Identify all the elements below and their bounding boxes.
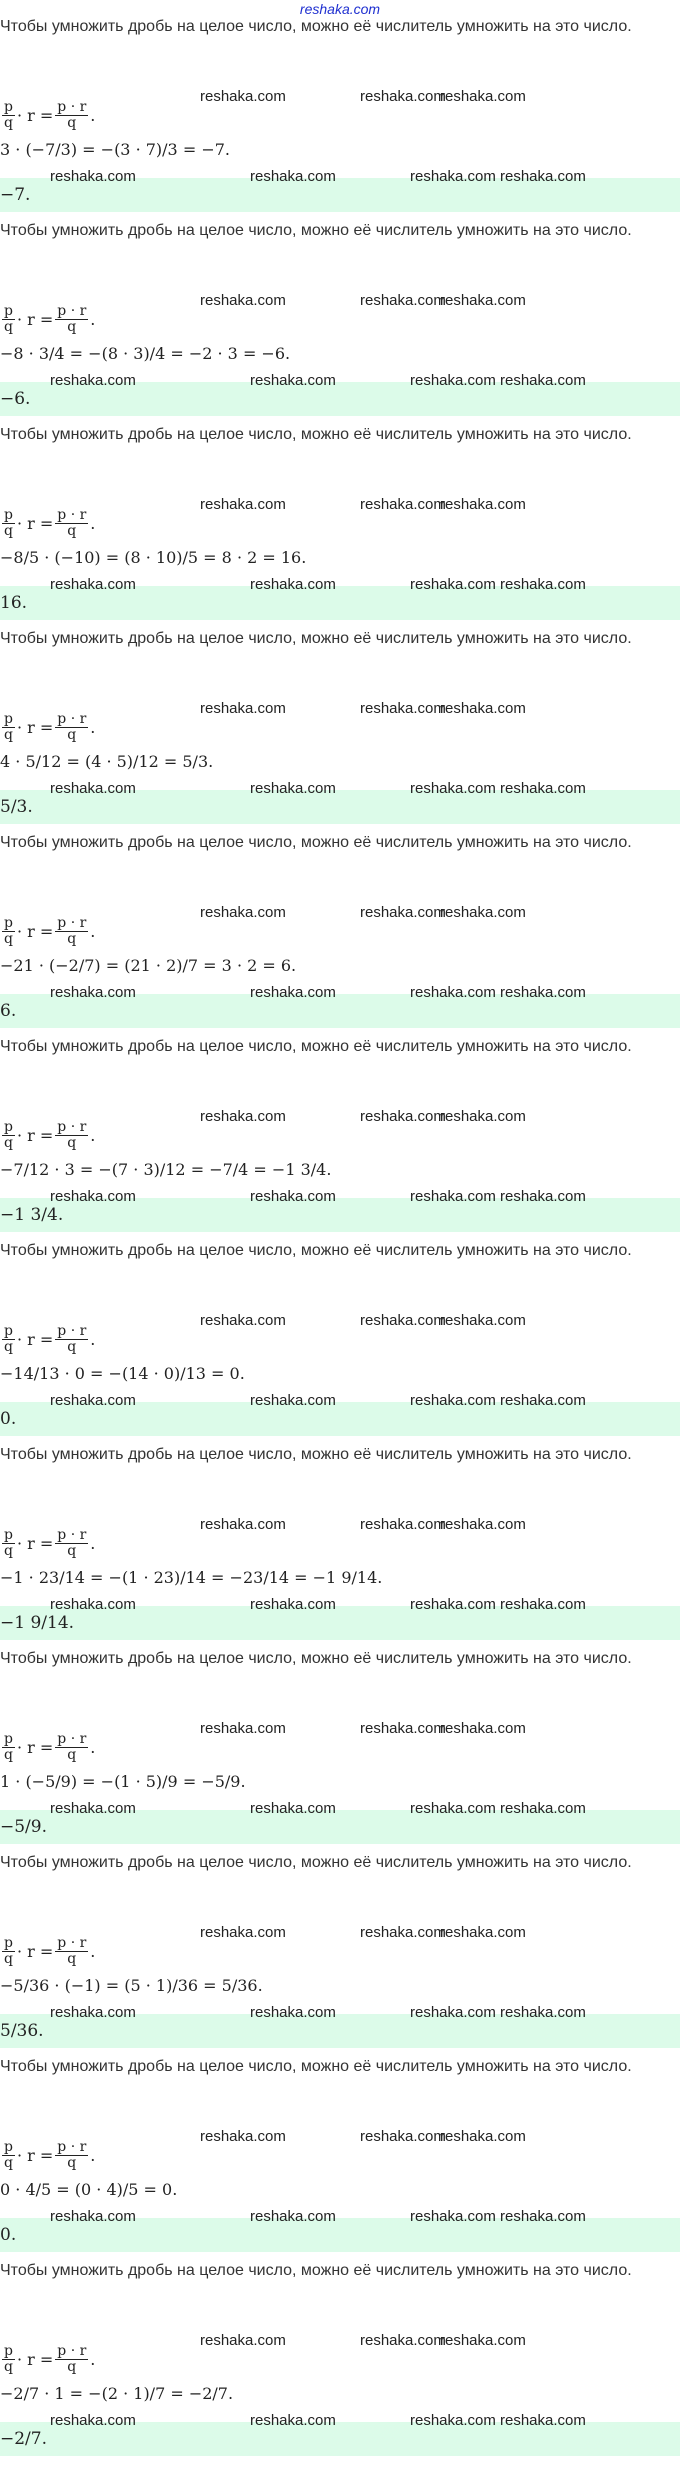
rule-formula: p q · r = $\frac{p \cdot r}{q}$ . bbox=[4, 1119, 96, 1151]
rule-text: Чтобы умножить дробь на целое число, можно её числитель умножить на это число. bbox=[0, 2262, 632, 2279]
watermark: reshaka.com bbox=[360, 1516, 446, 1533]
watermark: reshaka.com bbox=[500, 780, 586, 797]
answer-text: −5/9. bbox=[0, 1817, 48, 1837]
solution-section bbox=[0, 1436, 680, 1640]
watermark: reshaka.com bbox=[200, 1312, 286, 1329]
watermark: reshaka.com bbox=[360, 292, 446, 309]
watermark: reshaka.com bbox=[440, 700, 526, 717]
watermark: reshaka.com bbox=[250, 2412, 336, 2429]
rule-formula: p q · r = $\frac{p \cdot r}{q}$ . bbox=[4, 2343, 96, 2375]
watermark: reshaka.com bbox=[360, 1720, 446, 1737]
answer-text: 0. bbox=[0, 1409, 17, 1429]
watermark: reshaka.com bbox=[410, 984, 496, 1001]
watermark: reshaka.com bbox=[50, 576, 136, 593]
watermark: reshaka.com bbox=[500, 168, 586, 185]
solution-section bbox=[0, 8, 680, 212]
watermark: reshaka.com bbox=[50, 2004, 136, 2021]
rule-formula: p q · r = $\frac{p \cdot r}{q}$ . bbox=[4, 915, 96, 947]
rule-text: Чтобы умножить дробь на целое число, можно её числитель умножить на это число. bbox=[0, 1650, 632, 1667]
calculation-line: −2/7 · 1 = −(2 · 1)/7 = −2/7. bbox=[0, 2384, 234, 2403]
answer-text: −6. bbox=[0, 389, 31, 409]
calculation-line: −7/12 · 3 = −(7 · 3)/12 = −7/4 = −1 3/4. bbox=[0, 1160, 332, 1179]
solution-section bbox=[0, 824, 680, 1028]
rule-formula: p q · r = $\frac{p \cdot r}{q}$ . bbox=[4, 507, 96, 539]
watermark: reshaka.com bbox=[250, 2208, 336, 2225]
watermark: reshaka.com bbox=[250, 372, 336, 389]
watermark: reshaka.com bbox=[50, 168, 136, 185]
rule-text: Чтобы умножить дробь на целое число, можно её числитель умножить на это число. bbox=[0, 1854, 632, 1871]
watermark: reshaka.com bbox=[410, 1188, 496, 1205]
rule-text: Чтобы умножить дробь на целое число, можно её числитель умножить на это число. bbox=[0, 1446, 632, 1463]
watermark: reshaka.com bbox=[200, 2332, 286, 2349]
watermark: reshaka.com bbox=[440, 2128, 526, 2145]
watermark: reshaka.com bbox=[440, 1108, 526, 1125]
watermark: reshaka.com bbox=[410, 780, 496, 797]
calculation-line: 3 · (−7/3) = −(3 · 7)/3 = −7. bbox=[0, 140, 230, 159]
watermark: reshaka.com bbox=[50, 984, 136, 1001]
watermark: reshaka.com bbox=[500, 1392, 586, 1409]
watermark: reshaka.com bbox=[500, 1596, 586, 1613]
watermark: reshaka.com bbox=[360, 88, 446, 105]
watermark: reshaka.com bbox=[410, 2004, 496, 2021]
watermark: reshaka.com bbox=[440, 1924, 526, 1941]
answer-text: 0. bbox=[0, 2225, 17, 2245]
answer-text: −1 3/4. bbox=[0, 1205, 64, 1225]
watermark: reshaka.com bbox=[50, 2208, 136, 2225]
answer-text: −7. bbox=[0, 185, 31, 205]
rule-formula: p q · r = $\frac{p \cdot r}{q}$ . bbox=[4, 99, 96, 131]
watermark: reshaka.com bbox=[440, 496, 526, 513]
rule-formula: p q · r = $\frac{p \cdot r}{q}$ . bbox=[4, 1731, 96, 1763]
site-header-link[interactable]: reshaka.com bbox=[299, 1, 381, 17]
answer-text: 16. bbox=[0, 593, 28, 613]
watermark: reshaka.com bbox=[250, 1392, 336, 1409]
rule-formula: p q · r = $\frac{p \cdot r}{q}$ . bbox=[4, 711, 96, 743]
solution-section bbox=[0, 212, 680, 416]
watermark: reshaka.com bbox=[440, 1312, 526, 1329]
calculation-line: −8/5 · (−10) = (8 · 10)/5 = 8 · 2 = 16. bbox=[0, 548, 307, 567]
watermark: reshaka.com bbox=[360, 2332, 446, 2349]
watermark: reshaka.com bbox=[360, 904, 446, 921]
solution-section bbox=[0, 1028, 680, 1232]
rule-text: Чтобы умножить дробь на целое число, можно её числитель умножить на это число. bbox=[0, 2058, 632, 2075]
watermark: reshaka.com bbox=[200, 1720, 286, 1737]
answer-text: −1 9/14. bbox=[0, 1613, 75, 1633]
watermark: reshaka.com bbox=[410, 576, 496, 593]
solution-section bbox=[0, 1640, 680, 1844]
watermark: reshaka.com bbox=[200, 292, 286, 309]
watermark: reshaka.com bbox=[410, 2412, 496, 2429]
watermark: reshaka.com bbox=[440, 2332, 526, 2349]
watermark: reshaka.com bbox=[50, 372, 136, 389]
watermark: reshaka.com bbox=[50, 1596, 136, 1613]
rule-formula: p q · r = $\frac{p \cdot r}{q}$ . bbox=[4, 1527, 96, 1559]
rule-text: Чтобы умножить дробь на целое число, можно её числитель умножить на это число. bbox=[0, 222, 632, 239]
watermark: reshaka.com bbox=[440, 88, 526, 105]
watermark: reshaka.com bbox=[360, 1924, 446, 1941]
solution-section bbox=[0, 2252, 680, 2456]
rule-formula: p q · r = $\frac{p \cdot r}{q}$ . bbox=[4, 2139, 96, 2171]
watermark: reshaka.com bbox=[500, 2208, 586, 2225]
watermark: reshaka.com bbox=[360, 1108, 446, 1125]
watermark: reshaka.com bbox=[360, 1312, 446, 1329]
watermark: reshaka.com bbox=[50, 780, 136, 797]
watermark: reshaka.com bbox=[500, 2004, 586, 2021]
watermark: reshaka.com bbox=[200, 496, 286, 513]
calculation-line: −14/13 · 0 = −(14 · 0)/13 = 0. bbox=[0, 1364, 245, 1383]
rule-text: Чтобы умножить дробь на целое число, можно её числитель умножить на это число. bbox=[0, 18, 632, 35]
solution-section bbox=[0, 1232, 680, 1436]
watermark: reshaka.com bbox=[250, 1188, 336, 1205]
rule-text: Чтобы умножить дробь на целое число, можно её числитель умножить на это число. bbox=[0, 630, 632, 647]
watermark: reshaka.com bbox=[50, 1800, 136, 1817]
watermark: reshaka.com bbox=[250, 168, 336, 185]
watermark: reshaka.com bbox=[360, 700, 446, 717]
calculation-line: −8 · 3/4 = −(8 · 3)/4 = −2 · 3 = −6. bbox=[0, 344, 291, 363]
watermark: reshaka.com bbox=[50, 1188, 136, 1205]
calculation-line: 0 · 4/5 = (0 · 4)/5 = 0. bbox=[0, 2180, 178, 2199]
watermark: reshaka.com bbox=[200, 1108, 286, 1125]
calculation-line: −5/36 · (−1) = (5 · 1)/36 = 5/36. bbox=[0, 1976, 263, 1995]
watermark: reshaka.com bbox=[440, 1516, 526, 1533]
watermark: reshaka.com bbox=[200, 1516, 286, 1533]
calculation-line: −21 · (−2/7) = (21 · 2)/7 = 3 · 2 = 6. bbox=[0, 956, 297, 975]
calculation-line: 4 · 5/12 = (4 · 5)/12 = 5/3. bbox=[0, 752, 214, 771]
watermark: reshaka.com bbox=[500, 1188, 586, 1205]
watermark: reshaka.com bbox=[410, 168, 496, 185]
calculation-line: −1 · 23/14 = −(1 · 23)/14 = −23/14 = −1 9/14. bbox=[0, 1568, 383, 1587]
watermark: reshaka.com bbox=[50, 1392, 136, 1409]
calculation-line: 1 · (−5/9) = −(1 · 5)/9 = −5/9. bbox=[0, 1772, 246, 1791]
watermark: reshaka.com bbox=[250, 1800, 336, 1817]
watermark: reshaka.com bbox=[200, 700, 286, 717]
rule-text: Чтобы умножить дробь на целое число, можно её числитель умножить на это число. bbox=[0, 426, 632, 443]
watermark: reshaka.com bbox=[360, 496, 446, 513]
watermark: reshaka.com bbox=[250, 2004, 336, 2021]
watermark: reshaka.com bbox=[410, 1800, 496, 1817]
solution-section bbox=[0, 416, 680, 620]
rule-text: Чтобы умножить дробь на целое число, можно её числитель умножить на это число. bbox=[0, 1038, 632, 1055]
watermark: reshaka.com bbox=[410, 372, 496, 389]
watermark: reshaka.com bbox=[200, 904, 286, 921]
watermark: reshaka.com bbox=[500, 2412, 586, 2429]
watermark: reshaka.com bbox=[200, 2128, 286, 2145]
watermark: reshaka.com bbox=[440, 1720, 526, 1737]
watermark: reshaka.com bbox=[250, 576, 336, 593]
watermark: reshaka.com bbox=[500, 372, 586, 389]
watermark: reshaka.com bbox=[410, 2208, 496, 2225]
rule-text: Чтобы умножить дробь на целое число, можно её числитель умножить на это число. bbox=[0, 1242, 632, 1259]
rule-formula: p q · r = $\frac{p \cdot r}{q}$ . bbox=[4, 303, 96, 335]
watermark: reshaka.com bbox=[200, 88, 286, 105]
watermark: reshaka.com bbox=[410, 1392, 496, 1409]
solution-section bbox=[0, 1844, 680, 2048]
watermark: reshaka.com bbox=[360, 2128, 446, 2145]
solution-section bbox=[0, 620, 680, 824]
rule-formula: p q · r = $\frac{p \cdot r}{q}$ . bbox=[4, 1935, 96, 1967]
watermark: reshaka.com bbox=[250, 1596, 336, 1613]
watermark: reshaka.com bbox=[500, 984, 586, 1001]
answer-text: 6. bbox=[0, 1001, 17, 1021]
rule-text: Чтобы умножить дробь на целое число, можно её числитель умножить на это число. bbox=[0, 834, 632, 851]
solution-section bbox=[0, 2048, 680, 2252]
watermark: reshaka.com bbox=[440, 904, 526, 921]
watermark: reshaka.com bbox=[250, 984, 336, 1001]
watermark: reshaka.com bbox=[410, 1596, 496, 1613]
answer-text: −2/7. bbox=[0, 2429, 48, 2449]
rule-formula: p q · r = $\frac{p \cdot r}{q}$ . bbox=[4, 1323, 96, 1355]
watermark: reshaka.com bbox=[50, 2412, 136, 2429]
watermark: reshaka.com bbox=[250, 780, 336, 797]
watermark: reshaka.com bbox=[500, 1800, 586, 1817]
answer-text: 5/3. bbox=[0, 797, 33, 817]
watermark: reshaka.com bbox=[440, 292, 526, 309]
watermark: reshaka.com bbox=[200, 1924, 286, 1941]
answer-text: 5/36. bbox=[0, 2021, 44, 2041]
watermark: reshaka.com bbox=[500, 576, 586, 593]
